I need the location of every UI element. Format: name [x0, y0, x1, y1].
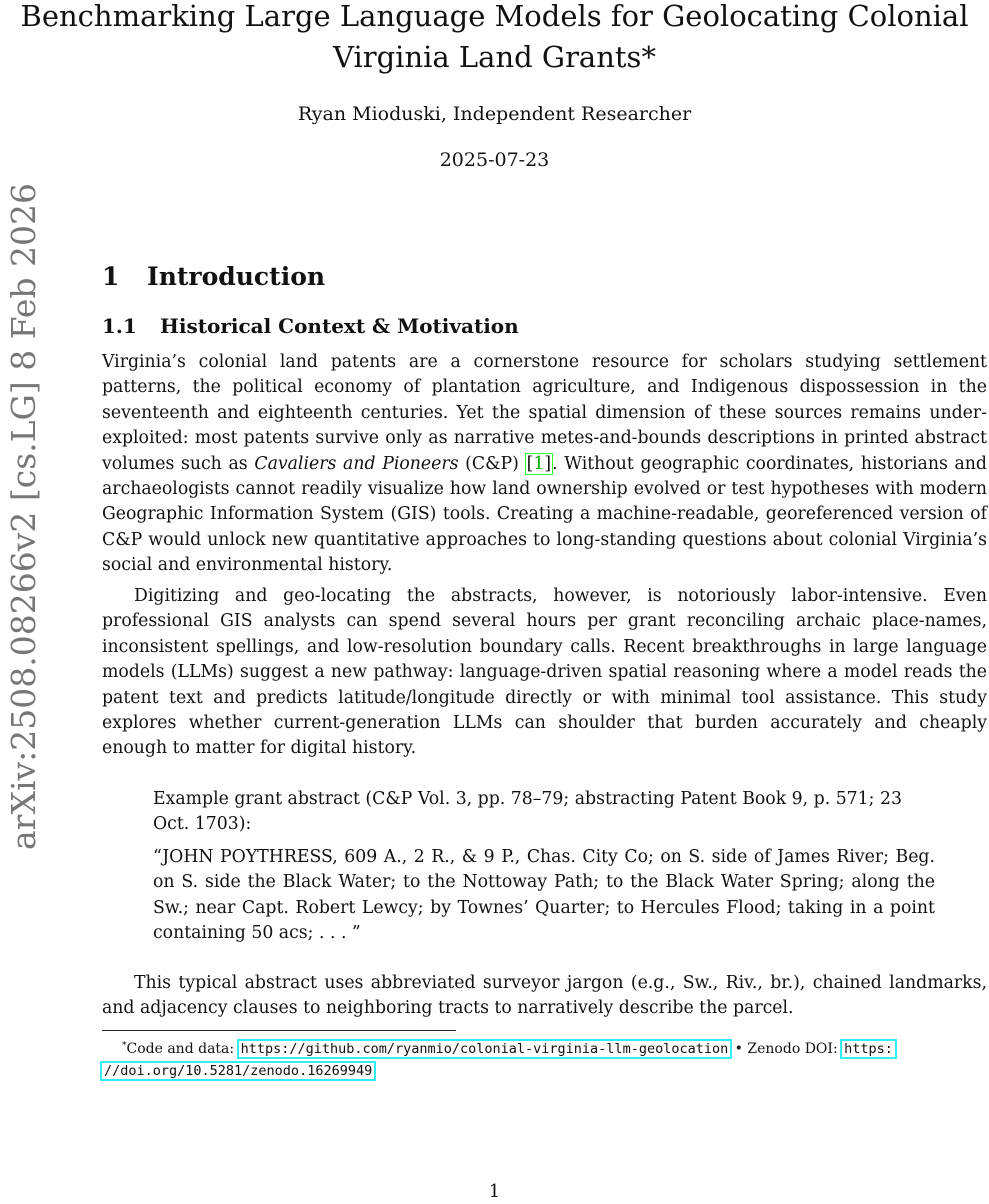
quote-intro: Example grant abstract (C&P Vol. 3, pp. 78–79; abstracting Patent Book 9, p. 571; 23 Oct. 1703): [153, 789, 902, 835]
footnote-marker: * [122, 1041, 127, 1051]
paper-title [0, 0, 989, 78]
paragraph-1-text-b: (C&P) [458, 453, 526, 474]
paragraph-1-text-a: Virginia’s colonial land patents are a cornerstone resource for scholars studying settlement patterns, the political economy of plantation agriculture, and Indigenous dispossession in the seventeenth and eighteenth centuries. Yet the spatial dimension of these sources remains under-exploited: most patents survive only as narrative metes-and-bounds descriptions in printed abstract volumes such as [102, 352, 987, 474]
arxiv-stamp: arXiv:2508.08266v2 [cs.LG] 8 Feb 2026 [4, 183, 43, 850]
paragraph-3: This typical abstract uses abbreviated surveyor jargon (e.g., Sw., Riv., br.), chained landmarks, and adjacency clauses to neighboring tracts to narratively describe the parcel. [102, 973, 987, 1019]
quote-text: “JOHN POYTHRESS, 609 A., 2 R., & 9 P., Chas. City Co; on S. side of James River; Beg. on S. side the Black Water; to the Nottoway Path; to the Black Water Spring; along the Sw.; near Capt. Robert Lewcy; by Townes’ Quarter; to Hercules Flood; taking in a point containing 50 acs; . . . ” [153, 847, 935, 944]
footnote-code-label: Code and data: [126, 1041, 239, 1057]
paragraph-2: Digitizing and geo-locating the abstracts, however, is notoriously labor-intensive. Even professional GIS analysts can spend several hours per grant reconciling archaic place-names, inconsistent spellings, and low-resolution boundary calls. Recent breakthroughs in large language models (LLMs) suggest a new pathway: language-driven spatial reasoning where a model reads the patent text and predicts latitude/longitude directly or with minimal tool assistance. This study explores whether current-generation LLMs can shoulder that burden accurately and cheaply enough to matter for digital history. [102, 586, 987, 759]
section-number: 1 [102, 262, 120, 291]
section-heading [102, 262, 325, 292]
page-number: 1 [488, 1181, 501, 1202]
book-title: Cavaliers and Pioneers [254, 453, 459, 474]
subsection-title: Historical Context & Motivation [160, 314, 519, 338]
code-url-link[interactable]: https://github.com/ryanmio/colonial-virginia-llm-geolocation [240, 1041, 729, 1057]
paragraph-1-text-c: . Without geographic coordinates, historians and archaeologists cannot readily visualize how land ownership evolved or test hypotheses with modern Geographic Information System (GIS) tools. Creating a machine-readable, georeferenced version of C&P would unlock new quantitative approaches to long-standing questions about colonial Virginia’s social and environmental history. [102, 453, 987, 576]
doi-url-link-part1[interactable]: https: [844, 1041, 893, 1057]
citation-link[interactable]: [1] [526, 453, 552, 474]
footnote-doi-label: Zenodo DOI: [747, 1041, 843, 1057]
title-line-1: Benchmarking Large Language Models for Geolocating Colonial [20, 0, 969, 33]
footnote-rule [102, 1030, 456, 1031]
subsection-number: 1.1 [102, 314, 137, 338]
subsection-heading [102, 313, 519, 339]
date-line: 2025-07-23 [439, 149, 550, 171]
section-title: Introduction [147, 262, 326, 291]
citation-number: 1 [533, 453, 545, 474]
doi-url-link-part2[interactable]: //doi.org/10.5281/zenodo.16269949 [104, 1063, 373, 1079]
author-line: Ryan Mioduski, Independent Researcher [297, 103, 692, 125]
title-line-2: Virginia Land Grants* [333, 40, 656, 74]
paragraph-1 [102, 350, 987, 579]
footnote-separator: • [730, 1041, 748, 1057]
footnote [102, 1035, 987, 1082]
